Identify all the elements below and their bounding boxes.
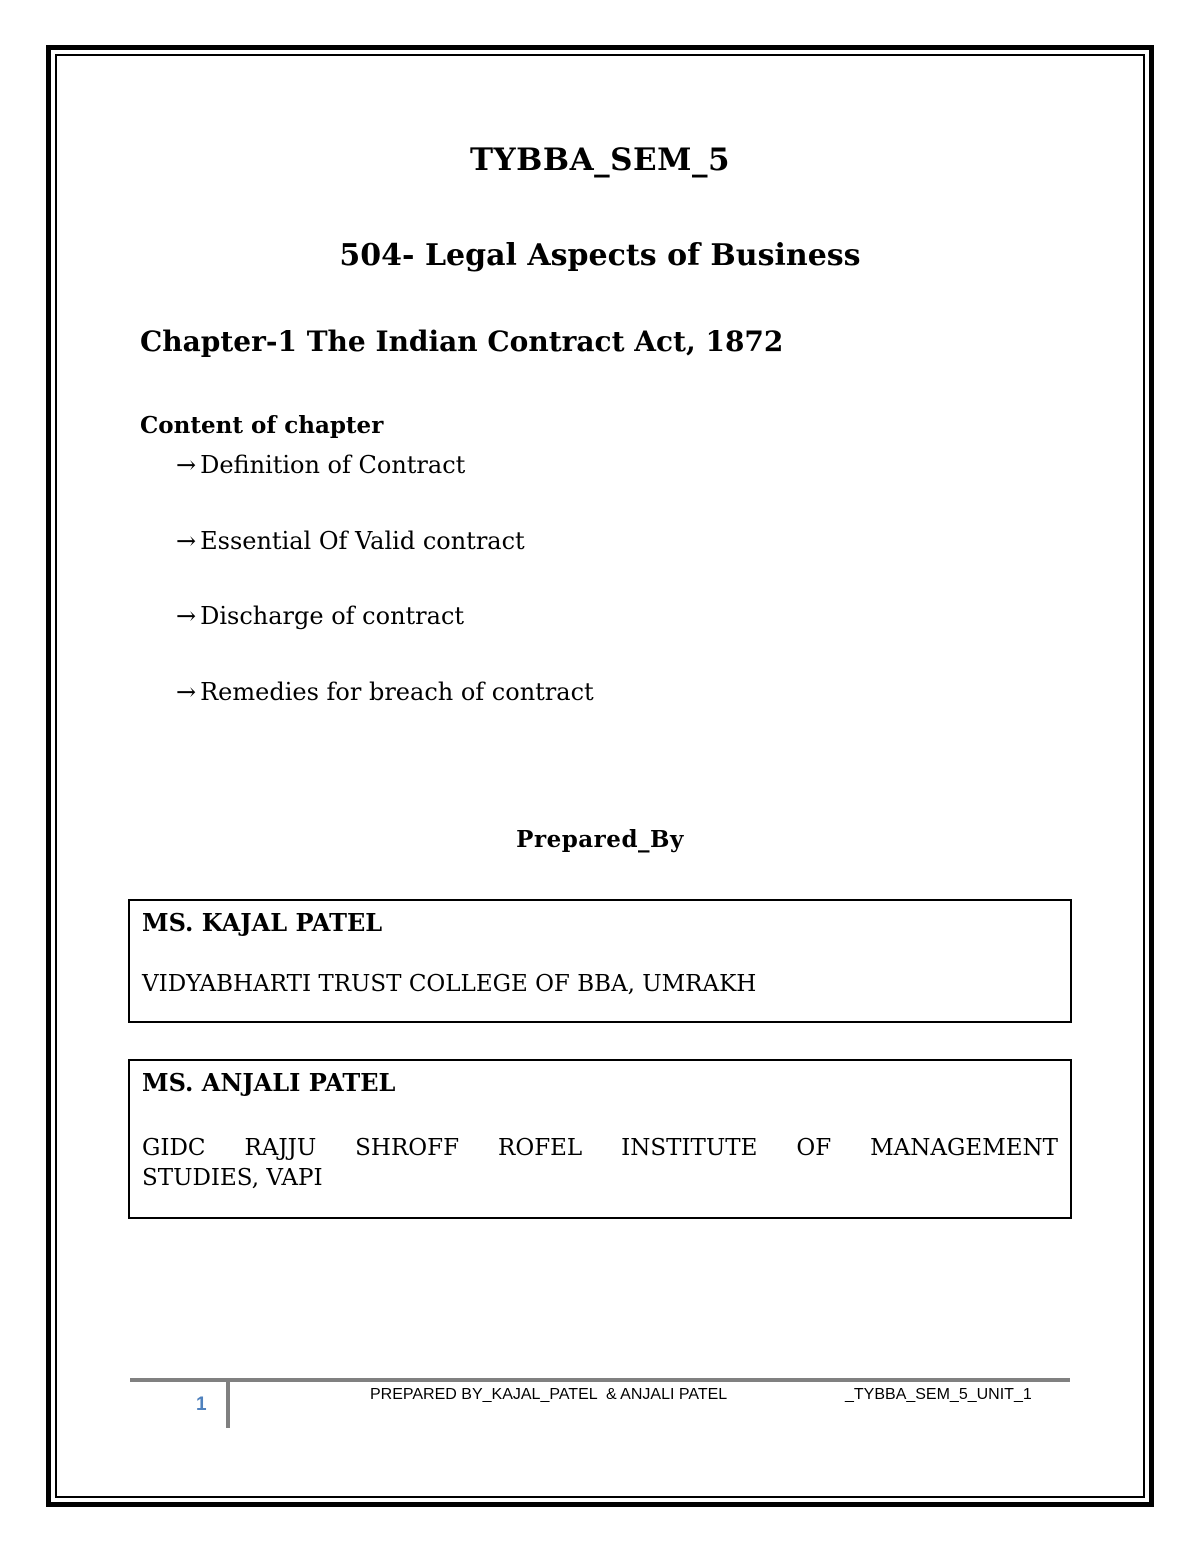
author-institution-line: GIDC RAJJU SHROFF ROFEL INSTITUTE OF MANAGEMENT bbox=[142, 1135, 1058, 1161]
author-institution-line: VIDYABHARTI TRUST COLLEGE OF BBA, UMRAKH bbox=[142, 971, 757, 997]
contents-item-label: Remedies for breach of contract bbox=[200, 678, 594, 706]
contents-item-label: Definition of Contract bbox=[200, 451, 466, 479]
document-title: TYBBA_SEM_5 bbox=[469, 142, 731, 178]
contents-item bbox=[176, 451, 465, 479]
arrow-right-icon: → bbox=[176, 602, 197, 630]
contents-item bbox=[176, 678, 594, 706]
author-institution-line: STUDIES, VAPI bbox=[142, 1165, 323, 1191]
contents-item-label: Essential Of Valid contract bbox=[200, 527, 525, 555]
page-number: 1 bbox=[196, 1394, 207, 1415]
arrow-right-icon: → bbox=[176, 451, 197, 479]
author-institution bbox=[142, 969, 1058, 999]
contents-item bbox=[176, 602, 464, 630]
author-card bbox=[128, 1059, 1072, 1219]
course-title: 504- Legal Aspects of Business bbox=[339, 238, 861, 273]
author-institution bbox=[142, 1133, 1058, 1193]
author-name: MS. ANJALI PATEL bbox=[142, 1068, 396, 1097]
footer-rule bbox=[130, 1378, 1070, 1382]
arrow-right-icon: → bbox=[176, 527, 197, 555]
footer-prepared-text: PREPARED BY_KAJAL_PATEL & ANJALI PATEL bbox=[370, 1386, 728, 1403]
contents-item-label: Discharge of contract bbox=[200, 602, 465, 630]
footer-divider bbox=[226, 1382, 230, 1428]
author-card bbox=[128, 899, 1072, 1023]
contents-item bbox=[176, 527, 525, 555]
author-name: MS. KAJAL PATEL bbox=[142, 908, 383, 937]
prepared-by-label: Prepared_By bbox=[516, 826, 684, 853]
chapter-title: Chapter-1 The Indian Contract Act, 1872 bbox=[140, 325, 784, 358]
contents-heading: Content of chapter bbox=[140, 412, 384, 439]
arrow-right-icon: → bbox=[176, 678, 197, 706]
footer-doc-code: _TYBBA_SEM_5_UNIT_1 bbox=[845, 1386, 1032, 1403]
